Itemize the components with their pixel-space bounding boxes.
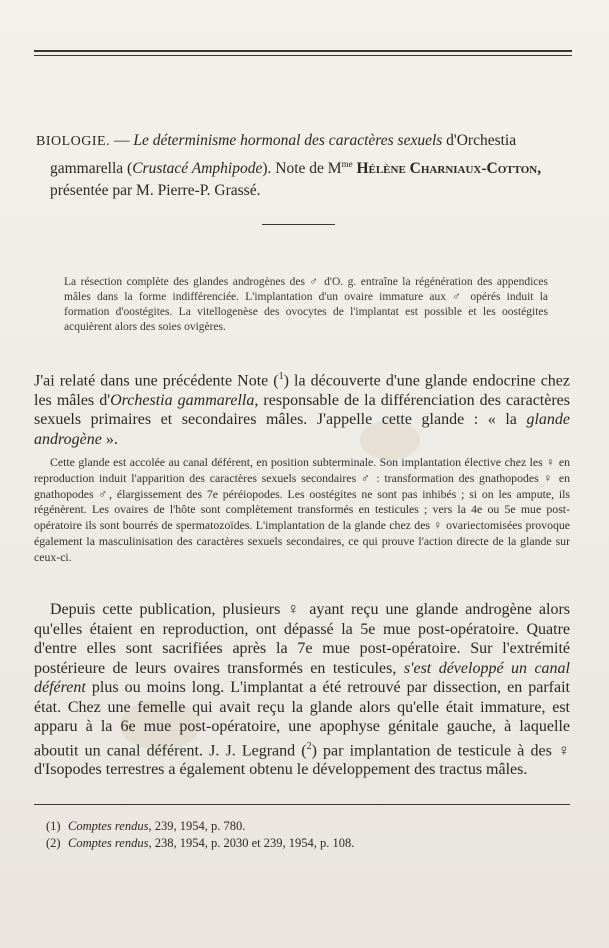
section-label: BIOLOGIE. [36,134,111,149]
p1-species: Orchestia gammarella [110,391,255,409]
header-double-rule-bottom [34,55,572,56]
p3-text-c: ) par implantation de testicule à des ♀ d'Isopodes terrestres a également obtenu le développement des tractus mâles. [34,741,570,779]
article-title [36,130,572,202]
title-honorific: me [341,159,353,169]
footnote-1 [46,818,546,835]
footnote-2-marker: (2) [46,836,61,850]
title-separator-rule [262,224,335,225]
title-note-de: ). Note de M [262,160,342,178]
title-genus: d'Orchestia [442,132,517,149]
title-dash: — [110,132,134,149]
footnote-1-marker: (1) [46,819,61,833]
footnote-2-journal: Comptes rendus [68,836,149,850]
p1-text-a: J'ai relaté dans une précédente Note ( [34,372,279,390]
footnote-2-citation: , 238, 1954, p. 2030 et 239, 1954, p. 108. [148,836,355,850]
paragraph-2-smallprint: Cette glande est accolée au canal déférent, en position subterminale. Son implantation élective chez les ♀ en reproduction induit l'apparition des caractères sexuels secondaires ♂ : transformation des gnathopodes ♀ en gnathopodes ♂, élargissement des 7e péréiopodes. Les oostégites ne sont pas inhibés ; si on les ampute, ils régénèrent. Les ovaires de l'hôte sont complètement transformés en testicules ; vers la 4e ou 5e mue post-opératoire ils sont bourrés de spermatozoïdes. L'implantation de la glande chez des ♀ ovariectomisées provoque également la masculinisation des caractères sexuels secondaires, ce qui prouve l'action directe de la glande sur ceux-ci. [34,455,570,564]
abstract-text: La résection complète des glandes androgènes des ♂ d'O. g. entraîne la régénération des appendices mâles dans la forme indifférenciée. L'implantation d'un ovaire immature aux ♂ opérés induit la formation d'oostégites. La vitellogenèse des ovocytes de l'implantat est possible et les oostégites acquièrent alors des soies ovigères. [64,276,548,333]
header-double-rule-top [34,50,572,52]
abstract [64,275,548,335]
footnote-rule [34,804,570,805]
footnote-ref-2[interactable]: 2 [306,740,312,752]
footnote-1-citation: , 239, 1954, p. 780. [148,819,246,833]
p1-gland-term: glande androgène [34,411,570,448]
p3-text-b: plus ou moins long. L'implantat a été retrouvé par dissection, en parfait état. Chez une femelle qui avait reçu la glande alors qu'elle était immature, est apparu à la 6e mue post-opératoire, une apophyse génitale gauche, à laquelle aboutit un canal déférent. J. J. Legrand ( [34,679,570,759]
p1-text-b: ) la découverte d'une glande endocrine chez les mâles d' [34,372,570,409]
p1-text-c: , responsable de la différenciation des caractères sexuels primaires et secondaires mâles. J'appelle cette glande : « la [34,391,570,429]
footnote-1-journal: Comptes rendus [68,819,149,833]
title-italic: Le déterminisme hormonal des caractères sexuels [133,132,443,149]
author-name: Hélène Charniaux-Cotton, [352,160,542,178]
title-line-1 [36,130,572,153]
p3-italic: s'est développé un canal déférent [34,659,571,696]
title-species: gammarella ( [50,160,133,178]
footnotes [46,818,546,852]
footnote-2 [46,835,546,852]
paragraph-3 [34,600,570,780]
title-line-3: présentée par M. Pierre-P. Grassé. [50,182,261,200]
footnote-ref-1[interactable]: 1 [278,371,284,382]
paragraph-1 [34,367,570,449]
p3-text-a: Depuis cette publication, plusieurs ♀ ayant reçu une glande androgène alors qu'elles étaient en reproduction, ont dépassé la 5e mue post-opératoire. Quatre d'entre elles sont sacrifiées après la 7e mue post-opératoire. Sur l'extrémité postérieure de leurs ovaires transformés en testicules, [34,601,570,677]
p1-text-d: ». [101,430,118,448]
title-classification: Crustacé Amphipode [132,160,263,178]
title-line-2 [36,153,572,180]
